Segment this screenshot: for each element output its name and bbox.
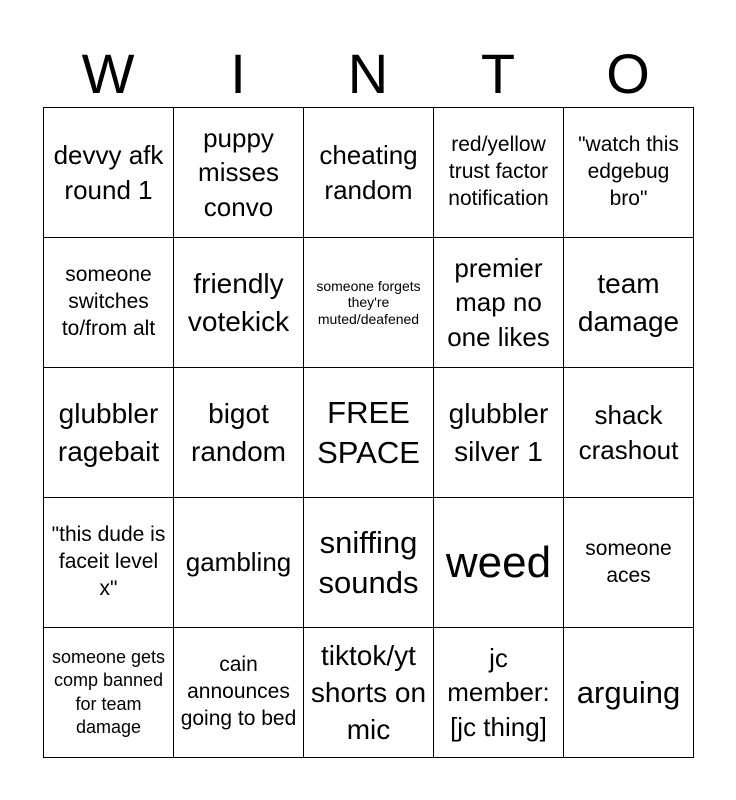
board-row [44,498,694,628]
board-row [44,238,694,368]
board-row [44,628,694,758]
bingo-cell[interactable]: arguing [564,628,694,758]
bingo-cell[interactable]: weed [434,498,564,628]
header-letter-w: W [81,42,135,105]
bingo-cell[interactable]: devvy afk round 1 [44,108,174,238]
bingo-cell[interactable]: "watch this edgebug bro" [564,108,694,238]
bingo-cell[interactable]: bigot random [174,368,304,498]
board-row [44,368,694,498]
bingo-cell[interactable]: "this dude is faceit level x" [44,498,174,628]
bingo-cell[interactable]: team damage [564,238,694,368]
header-letter-i: I [230,42,246,105]
bingo-header [43,40,693,108]
bingo-cell[interactable]: puppy misses convo [174,108,304,238]
bingo-cell[interactable]: premier map no one likes [434,238,564,368]
bingo-cell[interactable]: someone aces [564,498,694,628]
header-letter-o: O [606,42,650,105]
bingo-cell[interactable]: jc member: [jc thing] [434,628,564,758]
bingo-board [43,107,694,758]
board-row [44,108,694,238]
header-letter-t: T [480,42,516,105]
bingo-cell[interactable]: sniffing sounds [304,498,434,628]
bingo-cell[interactable]: glubbler silver 1 [434,368,564,498]
bingo-cell[interactable]: shack crashout [564,368,694,498]
bingo-cell[interactable]: friendly votekick [174,238,304,368]
bingo-cell[interactable]: someone switches to/from alt [44,238,174,368]
bingo-cell[interactable]: someone gets comp banned for team damage [44,628,174,758]
free-space-cell[interactable]: FREE SPACE [304,368,434,498]
bingo-cell[interactable]: gambling [174,498,304,628]
bingo-cell[interactable]: glubbler ragebait [44,368,174,498]
header-letter-n: N [347,42,389,105]
bingo-cell[interactable]: tiktok/yt shorts on mic [304,628,434,758]
bingo-cell[interactable]: red/yellow trust factor notification [434,108,564,238]
bingo-cell[interactable]: cheating random [304,108,434,238]
bingo-cell[interactable]: cain announces going to bed [174,628,304,758]
bingo-cell[interactable]: someone forgets they're muted/deafened [304,238,434,368]
